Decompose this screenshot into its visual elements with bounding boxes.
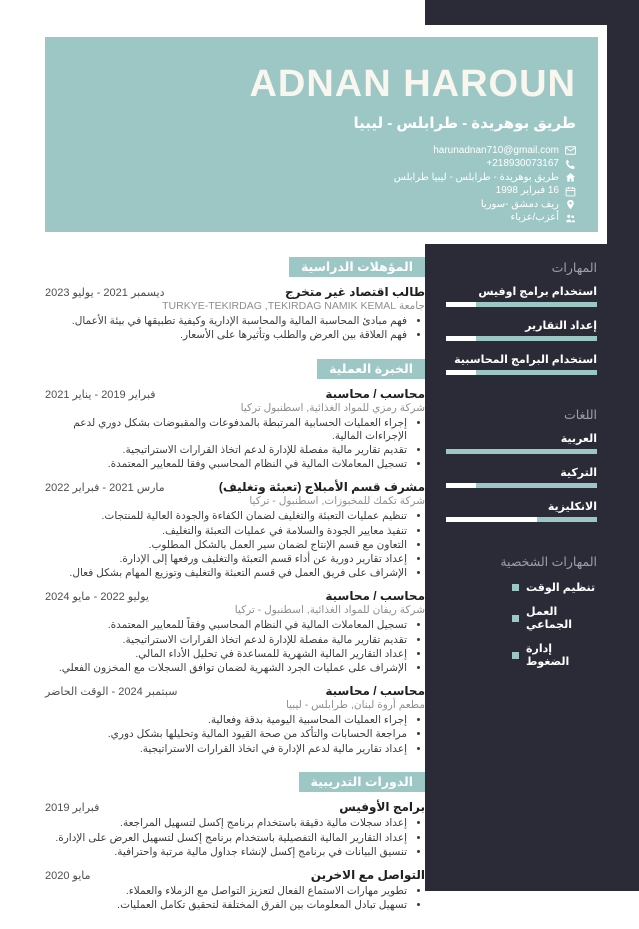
job-role: محاسب / محاسبة <box>325 683 425 698</box>
phone-icon <box>565 159 576 170</box>
education-role: طالب اقتصاد غير متخرج <box>284 285 425 299</box>
personal-skill-label: إدارة الضغوط <box>526 643 570 668</box>
contact-row-marital <box>45 211 576 225</box>
job-bullets <box>45 510 425 580</box>
bullet-item: • تقديم تقارير مالية مفصلة للإدارة لدعم اتخاذ القرارات الاستراتيجية. <box>45 634 407 647</box>
job-date: يوليو 2022 - مايو 2024 <box>45 591 149 604</box>
contact-marital-status: أعزب/عزباء <box>510 212 559 224</box>
course-entry-1 <box>45 800 425 858</box>
main-content <box>45 257 425 929</box>
language-turkish <box>446 466 597 488</box>
education-entry <box>45 285 425 342</box>
personal-skill-item <box>512 581 597 594</box>
job-role: محاسب / محاسبة <box>325 589 425 604</box>
education-date: ديسمبر 2021 - يوليو 2023 <box>45 287 165 299</box>
bullet-item: • إجراء العمليات الحسابية المرتبطة بالمدفوعات والمقبوضات بشكل دوري لدعم الإجراءات المالية. <box>45 417 407 443</box>
job-bullets <box>45 714 425 755</box>
skill-bar-fill <box>476 302 597 307</box>
contact-row-location <box>45 198 576 212</box>
language-bar-fill <box>476 483 597 488</box>
course-bullets <box>45 817 425 858</box>
skill-office <box>446 285 597 307</box>
language-label: التركية <box>560 467 597 479</box>
skill-accounting-software <box>446 353 597 375</box>
bullet-item: • الإشراف على فريق العمل في قسم التعبئة والتغليف وتوزيع المهام بشكل فعال. <box>45 567 407 580</box>
skill-label: إعداد التقارير <box>525 320 597 332</box>
job-org: شركة تكمك للمخبوزات, اسطنبول - تركيا <box>249 495 425 508</box>
experience-entry-3 <box>45 589 425 675</box>
contact-row-address <box>45 171 576 185</box>
personal-skill-item <box>512 642 597 668</box>
job-bullets <box>45 417 425 471</box>
bullet-item: • تنفيذ معايير الجودة والسلامة في عمليات التعبئة والتغليف. <box>45 525 407 538</box>
bullet-item: • تطوير مهارات الاستماع الفعال لتعزيز التواصل مع الزملاء والعملاء. <box>45 885 407 898</box>
experience-entry-2 <box>45 480 425 580</box>
bullet-item: • تقديم تقارير مالية مفصلة للإدارة لدعم اتخاذ القرارات الاستراتيجية. <box>45 444 407 457</box>
bullet-item: • إعداد سجلات مالية دقيقة باستخدام برنامج إكسل لتسهيل المراجعة. <box>45 817 407 830</box>
bullet-item: • فهم العلاقة بين العرض والطلب وتأثيرها على الأسعار. <box>45 329 407 342</box>
education-org: جامعة TURKYE-TEKIRDAG ,TEKIRDAG NAMIK KEMAL <box>162 300 425 312</box>
header-block <box>45 37 598 232</box>
candidate-name: ADNAN HAROUN <box>249 63 576 105</box>
location-icon <box>565 199 576 210</box>
language-label: الانكليزية <box>547 501 597 513</box>
bullet-item: • تسجيل المعاملات المالية في النظام المحاسبي وفقا للمعايير المعتمدة. <box>45 458 407 471</box>
skill-bar-fill <box>476 336 597 341</box>
language-bar-track <box>446 517 597 522</box>
personal-skill-label: العمل الجماعي <box>526 606 572 631</box>
courses-section-title: الدورات التدريبية <box>299 772 425 792</box>
languages-heading: اللغات <box>563 408 597 422</box>
experience-entry-4 <box>45 684 425 755</box>
job-date: مارس 2021 - فبراير 2022 <box>45 482 165 495</box>
language-bar-fill <box>537 517 597 522</box>
address-line: طريق بوهريدة - طرابلس - ليبيا <box>353 114 576 132</box>
bullet-item: • إجراء العمليات المحاسبية اليومية بدقة وفعالية. <box>45 714 407 727</box>
skill-reports <box>446 319 597 341</box>
contact-row-email <box>45 144 576 158</box>
sidebar <box>425 244 639 891</box>
personal-skills-heading: المهارات الشخصية <box>500 555 597 569</box>
course-date: مايو 2020 <box>45 869 91 882</box>
language-arabic <box>446 432 597 454</box>
language-label: العربية <box>560 433 597 445</box>
language-bar-fill <box>446 449 597 454</box>
square-bullet-icon <box>512 615 519 622</box>
education-section-title: المؤهلات الدراسية <box>289 257 425 277</box>
course-entry-2 <box>45 868 425 912</box>
section-experience <box>45 359 425 755</box>
people-icon <box>565 213 576 224</box>
bullet-item: • إعداد تقارير دورية عن أداء قسم التعبئة والتغليف ورفعها إلى الإدارة. <box>45 553 407 566</box>
skill-label: استخدام برامج اوفيس <box>478 286 597 298</box>
course-role: برامج الأوفيس <box>339 800 425 815</box>
contact-phone: 218930073167+ <box>486 158 559 170</box>
contact-row-birthdate <box>45 184 576 198</box>
home-icon <box>565 172 576 183</box>
experience-section-title: الخبرة العملية <box>317 359 425 379</box>
bullet-item: • تنظيم عمليات التعبئة والتغليف لضمان الكفاءة والجودة العالية للمنتجات. <box>45 510 407 523</box>
skill-label: استخدام البرامج المحاسبية <box>454 354 597 366</box>
section-education <box>45 257 425 342</box>
bullet-item: • تنسيق البيانات في برنامج إكسل لإنشاء جداول مالية مرتبة واحترافية. <box>45 846 407 859</box>
course-date: فبراير 2019 <box>45 802 100 815</box>
bullet-item: • التعاون مع قسم الإنتاج لضمان سير العمل بالشكل المطلوب. <box>45 539 407 552</box>
contact-list <box>45 144 576 225</box>
language-bar-track <box>446 483 597 488</box>
job-role: محاسب / محاسبة <box>325 387 425 402</box>
course-role: التواصل مع الاخرين <box>310 867 425 882</box>
square-bullet-icon <box>512 652 519 659</box>
contact-email: harunadnan710@gmail.com <box>433 144 559 156</box>
bullet-item: • إعداد التقارير المالية التفصيلية باستخدام برنامج إكسل لتسهيل العرض على الإدارة. <box>45 832 407 845</box>
bullet-item: • مراجعة الحسابات والتأكد من صحة القيود المالية وتحليلها بشكل دوري. <box>45 728 407 741</box>
personal-skill-item <box>512 605 597 631</box>
bullet-item: • الإشراف على عمليات الجرد الشهرية لضمان توافق السجلات مع المخزون الفعلي. <box>45 662 407 675</box>
skill-bar-track <box>446 370 597 375</box>
education-bullets <box>45 315 425 342</box>
contact-address: طريق بوهريدة - طرابلس - ليبيا طرابلس <box>393 171 559 183</box>
job-date: فبراير 2019 - يناير 2021 <box>45 389 156 402</box>
right-dark-column <box>607 0 639 250</box>
square-bullet-icon <box>512 584 519 591</box>
job-org: شركة ريفان للمواد الغذائية, اسطنبول - تركيا <box>234 604 425 617</box>
skill-bar-track <box>446 302 597 307</box>
bullet-item: • تسهيل تبادل المعلومات بين الفرق المختلفة لتحقيق تكامل العمليات. <box>45 899 407 912</box>
bullet-item: • فهم مبادئ المحاسبة المالية والمحاسبة الإدارية وكيفية تطبيقها في بيئة الأعمال. <box>45 315 407 328</box>
language-bar-track <box>446 449 597 454</box>
contact-birthdate: 16 فبراير 1998 <box>495 185 559 197</box>
personal-skills-list <box>512 581 597 668</box>
bullet-item: • إعداد التقارير المالية الشهرية للمساعدة في تحليل الأداء المالي. <box>45 648 407 661</box>
skill-bar-track <box>446 336 597 341</box>
job-org: مطعم أروة لبنان, طرابلس - ليبيا <box>285 698 425 711</box>
personal-skill-label: تنظيم الوقت <box>526 582 596 594</box>
skill-bar-fill <box>476 370 597 375</box>
bullet-item: • إعداد تقارير مالية لدعم الإدارة في اتخاذ القرارات الاستراتيجية. <box>45 743 407 756</box>
job-org: شركة رمزي للمواد الغذائية, اسطنبول تركيا <box>240 402 425 415</box>
language-english <box>446 500 597 522</box>
email-icon <box>565 145 576 156</box>
bullet-item: • تسجيل المعاملات المالية في النظام المحاسبي وفقاً للمعايير المعتمدة. <box>45 619 407 632</box>
contact-location: ريف دمشق -سوريا <box>480 198 559 210</box>
job-bullets <box>45 619 425 675</box>
skills-heading: المهارات <box>551 261 597 275</box>
contact-row-phone <box>45 157 576 171</box>
job-role: مشرف قسم الأمبلاج (تعبئة وتغليف) <box>218 480 425 495</box>
job-date: سبتمبر 2024 - الوقت الحاضر <box>45 685 178 698</box>
course-bullets <box>45 885 425 912</box>
calendar-icon <box>565 186 576 197</box>
experience-entry-1 <box>45 387 425 471</box>
